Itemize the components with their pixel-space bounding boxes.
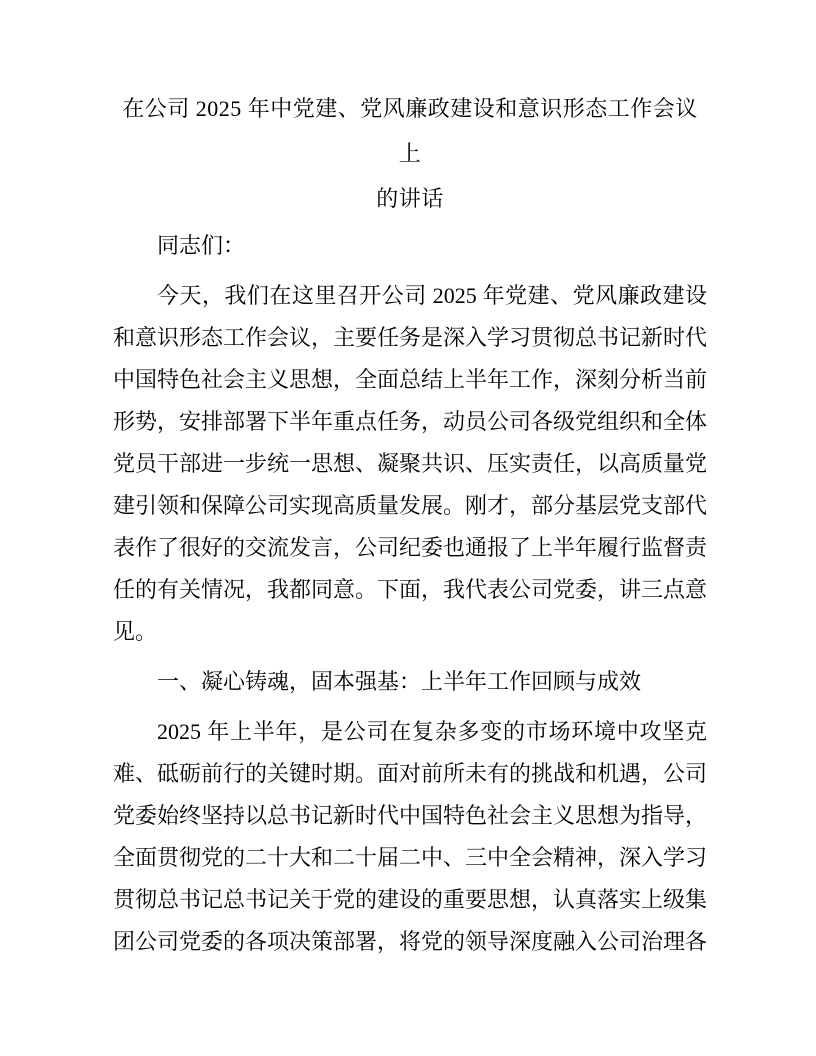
document-body xyxy=(113,275,707,963)
section-heading: 一、凝心铸魂，固本强基：上半年工作回顾与成效 xyxy=(157,669,642,694)
document-title-line-1: 在公司 2025 年中党建、党风廉政建设和意识形态工作会议上 xyxy=(122,96,698,166)
greeting-line: 同志们： xyxy=(157,233,246,258)
body-paragraph: 2025 年上半年，是公司在复杂多变的市场环境中攻坚克难、砥砺前行的关键时期。面对前所未有的挑战和机遇，公司党委始终坚持以总书记新时代中国特色社会主义思想为指导，全面贯彻党的二十大和二十届二中、三中全会精神，深入学习贯彻总书记总书记关于党的建设的重要思想，认真落实上级集团公司党委的各项决策部署，将党的领导深度融入公司治理各 xyxy=(113,719,708,954)
document-title-line-2: 的讲话 xyxy=(376,186,444,211)
body-paragraph: 今天，我们在这里召开公司 2025 年党建、党风廉政建设和意识形态工作会议，主要任务是深入学习贯彻总书记新时代中国特色社会主义思想，全面总结上半年工作，深刻分析当前形势，安排部署下半年重点任务，动员公司各级党组织和全体党员干部进一步统一思想、凝聚共识、压实责任，以高质量党建引领和保障公司实现高质量发展。刚才，部分基层党支部代表作了很好的交流发言，公司纪委也通报了上半年履行监督责任的有关情况，我都同意。下面，我代表公司党委，讲三点意见。 xyxy=(113,283,708,644)
document-title xyxy=(113,86,707,221)
